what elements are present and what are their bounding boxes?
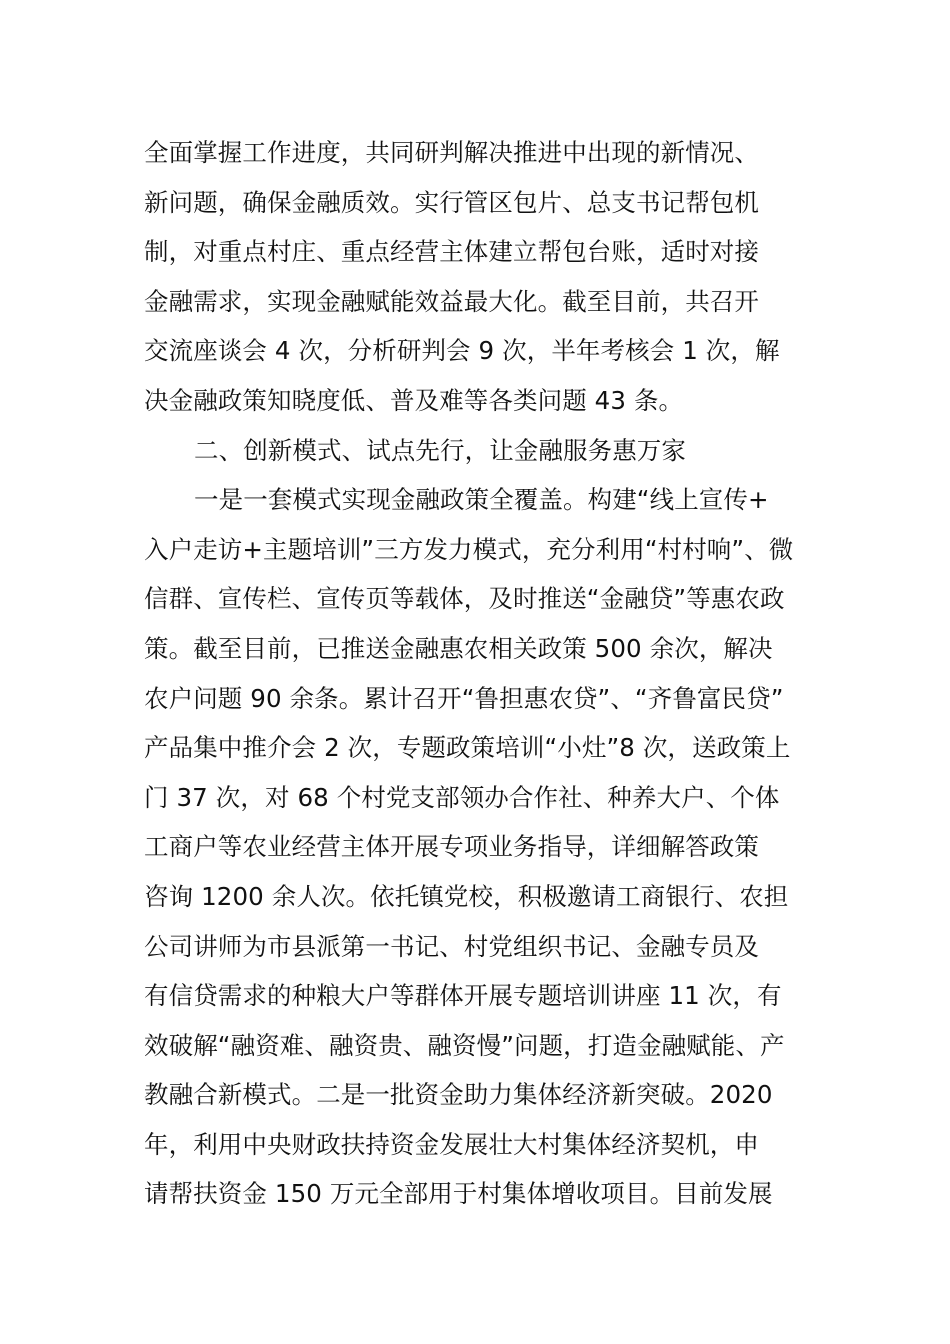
- text-line: 策。截至目前，已推送金融惠农相关政策 500 余次，解决: [144, 633, 773, 663]
- text-line: 交流座谈会 4 次，分析研判会 9 次，半年考核会 1 次，解: [144, 336, 780, 366]
- text-line: 新问题，确保金融质效。实行管区包片、总支书记帮包机: [144, 187, 759, 217]
- text-line: 制，对重点村庄、重点经营主体建立帮包台账，适时对接: [144, 237, 759, 267]
- text-line: 信群、宣传栏、宣传页等载体，及时推送“金融贷”等惠农政: [144, 584, 785, 614]
- text-line: 金融需求，实现金融赋能效益最大化。截至目前，共召开: [144, 286, 759, 316]
- text-line: 入户走访+主题培训”三方发力模式，充分利用“村村响”、微: [144, 534, 794, 564]
- text-line: 二、创新模式、试点先行，让金融服务惠万家: [194, 435, 686, 465]
- text-line: 产品集中推介会 2 次，专题政策培训“小灶”8 次，送政策上: [144, 733, 791, 763]
- text-line: 效破解“融资难、融资贵、融资慢”问题，打造金融赋能、产: [144, 1030, 785, 1060]
- text-line: 有信贷需求的种粮大户等群体开展专题培训讲座 11 次，有: [144, 981, 782, 1011]
- text-line: 请帮扶资金 150 万元全部用于村集体增收项目。目前发展: [144, 1179, 773, 1209]
- text-line: 门 37 次，对 68 个村党支部领办合作社、种养大户、个体: [144, 782, 780, 812]
- text-line: 决金融政策知晓度低、普及难等各类问题 43 条。: [144, 385, 684, 415]
- text-line: 一是一套模式实现金融政策全覆盖。构建“线上宣传+: [194, 485, 769, 515]
- text-line: 公司讲师为市县派第一书记、村党组织书记、金融专员及: [144, 931, 759, 961]
- text-line: 工商户等农业经营主体开展专项业务指导，详细解答政策: [144, 832, 759, 862]
- text-line: 年，利用中央财政扶持资金发展壮大村集体经济契机，申: [144, 1129, 759, 1159]
- text-line: 教融合新模式。二是一批资金助力集体经济新突破。2020: [144, 1080, 773, 1110]
- document-body: [144, 128, 808, 1219]
- text-line: 农户问题 90 余条。累计召开“鲁担惠农贷”、“齐鲁富民贷”: [144, 683, 784, 713]
- text-line: 咨询 1200 余人次。依托镇党校，积极邀请工商银行、农担: [144, 881, 789, 911]
- text-line: 全面掌握工作进度，共同研判解决推进中出现的新情况、: [144, 138, 759, 167]
